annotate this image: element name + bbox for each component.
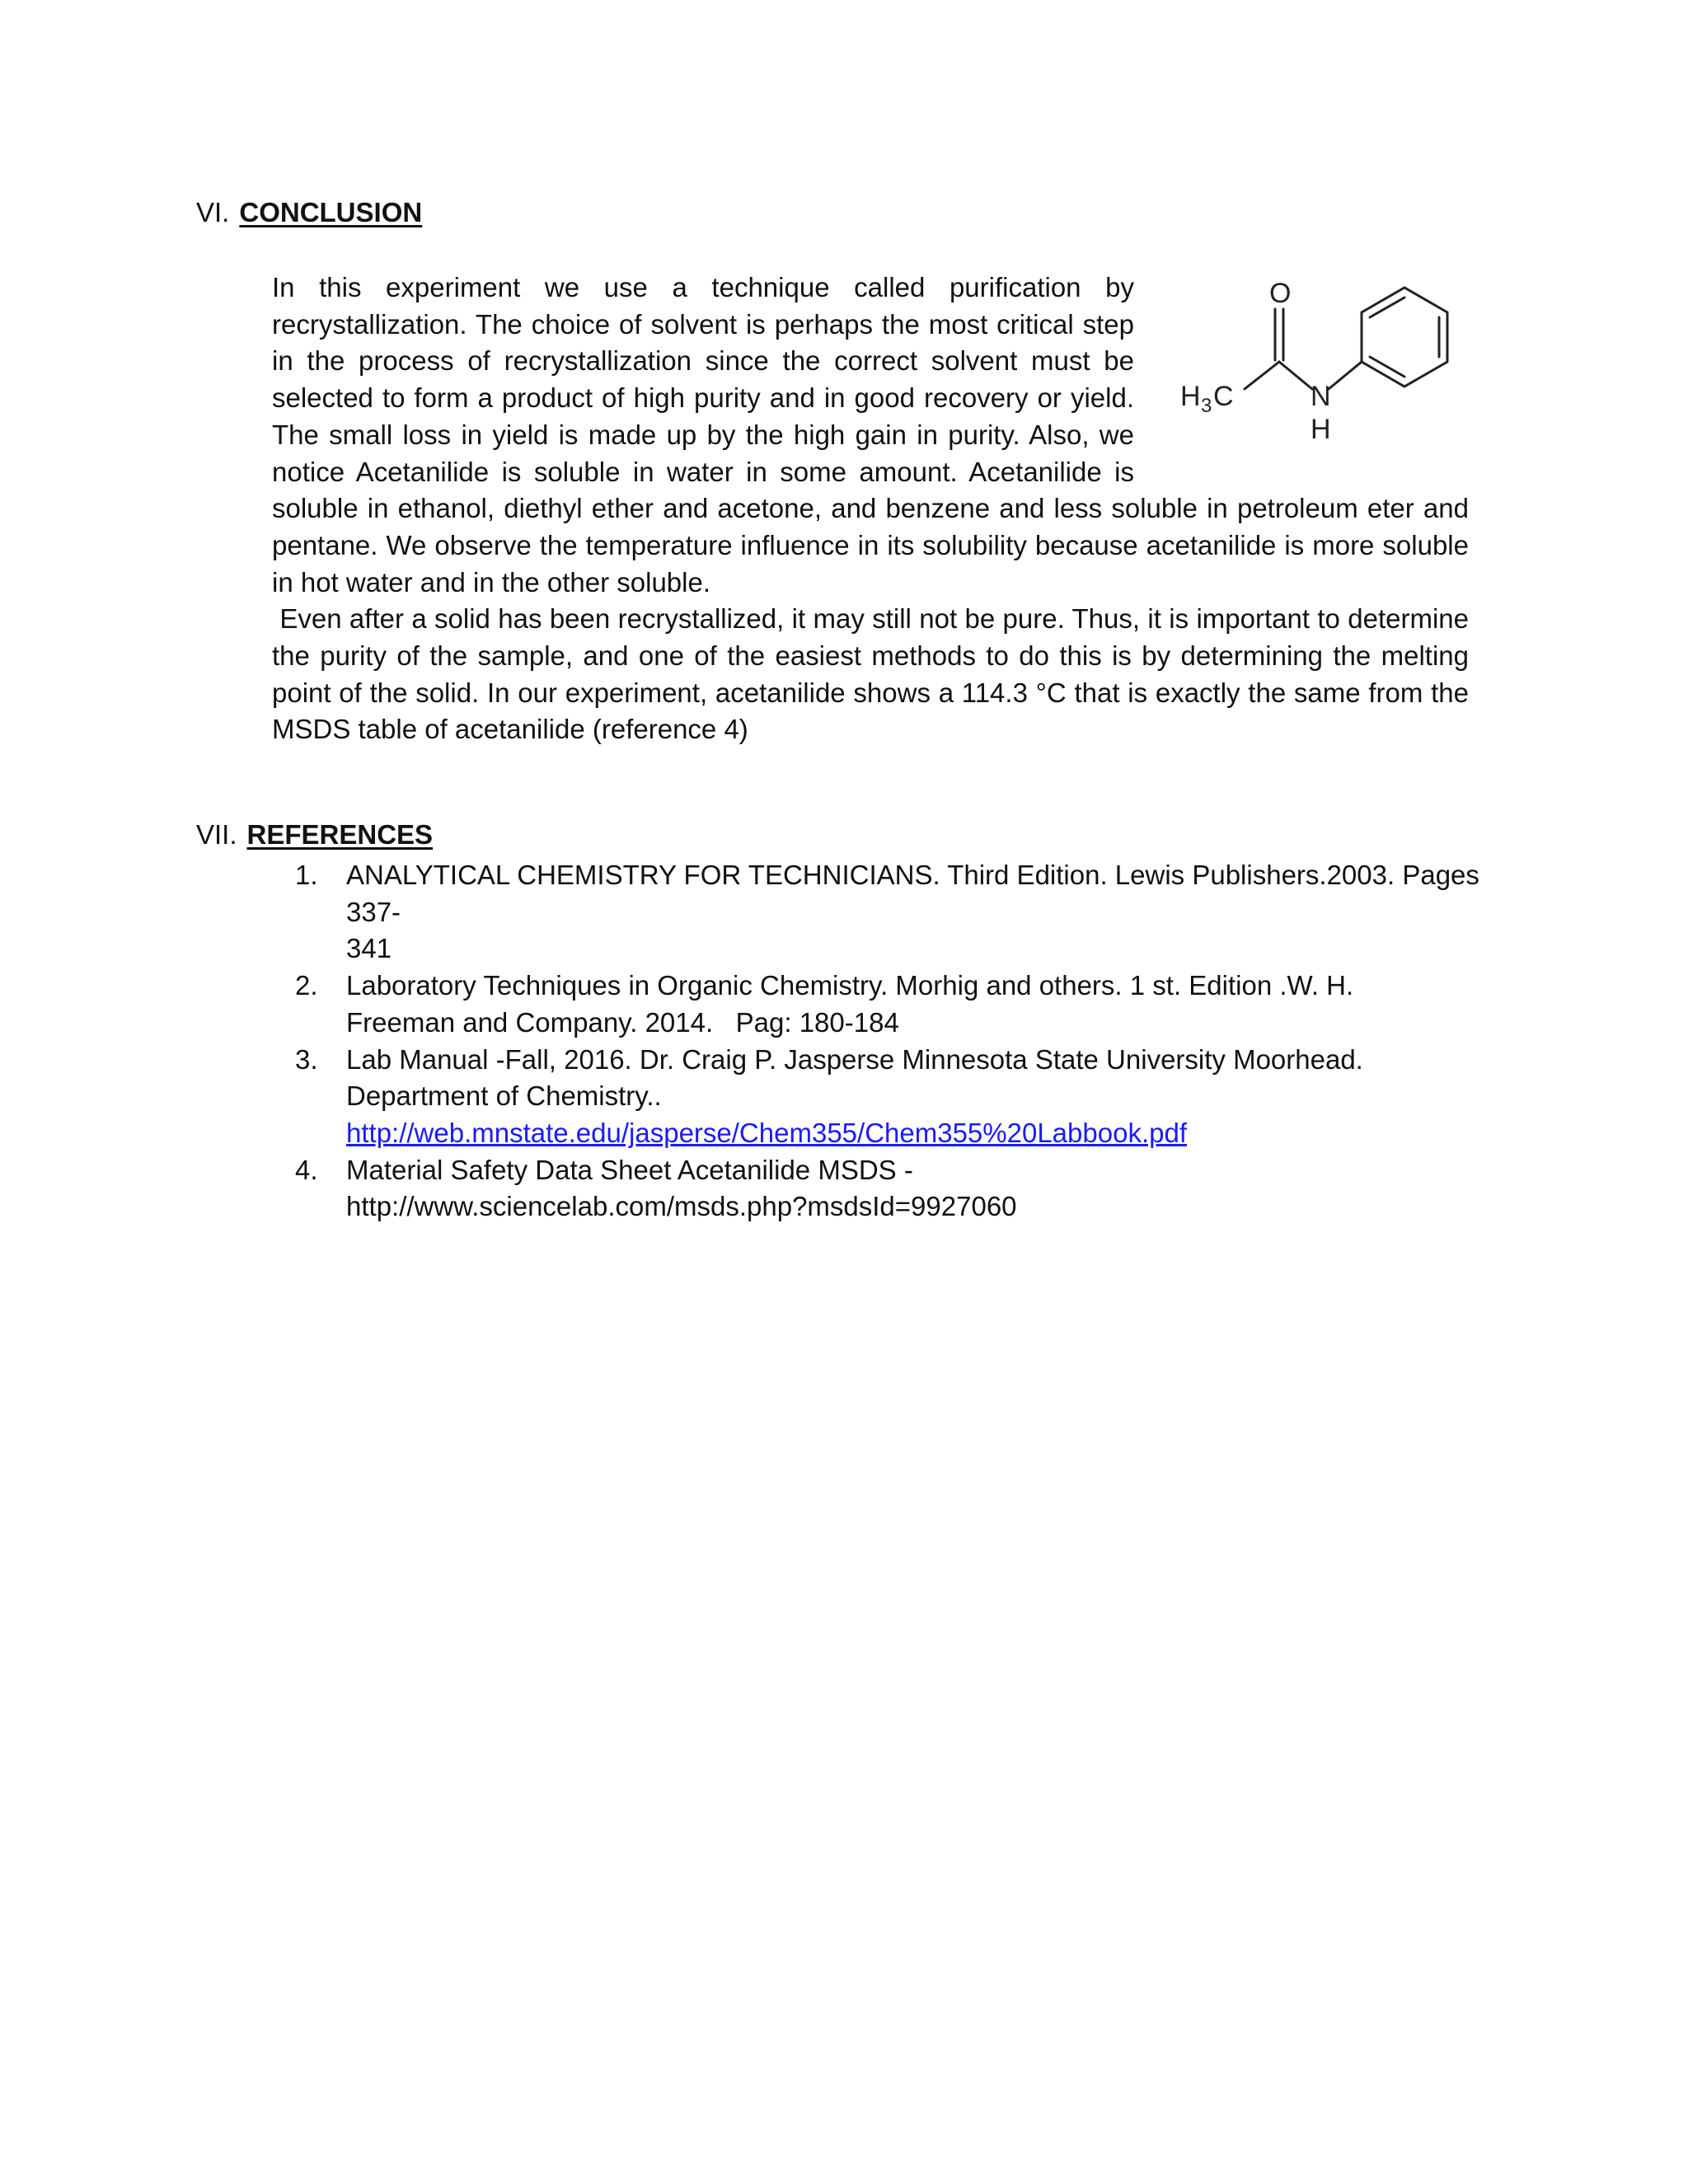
nitrogen-label: N	[1311, 381, 1331, 412]
conclusion-paragraph-1: In this experiment we use a technique called purification by recrystallization. The choice of solvent is perhaps the most critical step in the process of recrystallization since the correct solvent must be selected to form a product of high purity and in good recovery or yield. The small loss in yield is made up by the high gain in purity. Also, we notice Acetanilide is soluble in water in some amount. Acetanilide is soluble in ethanol, diethyl ether and acetone, and benzene and less soluble in petroleum eter and pentane. We observe the temperature influence in its solubility because acetanilide is more soluble in hot water and in the other soluble.	[272, 272, 1469, 598]
amine-h-label: H	[1311, 414, 1331, 445]
references-heading	[196, 818, 433, 851]
reference-number: 1.	[295, 860, 318, 890]
references-title: REFERENCES	[246, 819, 434, 850]
reference-link[interactable]: http://web.mnstate.edu/jasperse/Chem355/Chem355%20Labbook.pdf	[346, 1117, 1187, 1148]
reference-number: 3.	[295, 1043, 318, 1075]
conclusion-body	[272, 269, 1469, 748]
oxygen-label: O	[1269, 278, 1292, 309]
references-list	[272, 857, 1484, 1226]
reference-text: 341	[346, 933, 392, 964]
conclusion-heading	[196, 196, 422, 229]
reference-number: 4.	[295, 1154, 318, 1185]
reference-item-2	[272, 968, 1484, 1041]
reference-item-3	[272, 1042, 1484, 1152]
reference-item-1	[272, 857, 1484, 968]
acetanilide-structure-image	[1164, 269, 1485, 461]
reference-text: Department of Chemistry..	[346, 1080, 662, 1112]
conclusion-section-number: VI.	[196, 197, 230, 227]
reference-number: 2.	[295, 970, 318, 1001]
reference-text: ANALYTICAL CHEMISTRY FOR TECHNICIANS. Third Edition. Lewis Publishers.2003. Pages 337-	[346, 860, 1479, 927]
reference-text: Laboratory Techniques in Organic Chemistry. Morhig and others. 1 st. Edition .W. H.	[346, 970, 1354, 1001]
reference-text: Freeman and Company. 2014. Pag: 180-184	[346, 1006, 899, 1038]
conclusion-paragraph-2	[272, 601, 1469, 748]
references-section-number: VII.	[196, 819, 237, 850]
reference-item-4	[272, 1152, 1484, 1226]
reference-url-text: http://www.sciencelab.com/msds.php?msdsId=9927060	[346, 1191, 1017, 1222]
reference-text: Material Safety Data Sheet Acetanilide MSDS -	[346, 1154, 913, 1185]
methyl-h-label: H	[1180, 381, 1201, 412]
conclusion-title: CONCLUSION	[239, 197, 423, 227]
methyl-c-label: C	[1213, 381, 1234, 412]
conclusion-paragraph-2-text: Even after a solid has been recrystallized, it may still not be pure. Thus, it is important to determine the purity of the sample, and one of the easiest methods to do this is by determining the melting point of the solid. In our experiment, acetanilide shows a 114.3 °C that is exactly the same from the MSDS table of acetanilide (reference 4)	[272, 603, 1469, 745]
methyl-subscript-label: 3	[1201, 395, 1212, 417]
reference-text: Lab Manual -Fall, 2016. Dr. Craig P. Jasperse Minnesota State University Moorhead.	[346, 1043, 1363, 1075]
